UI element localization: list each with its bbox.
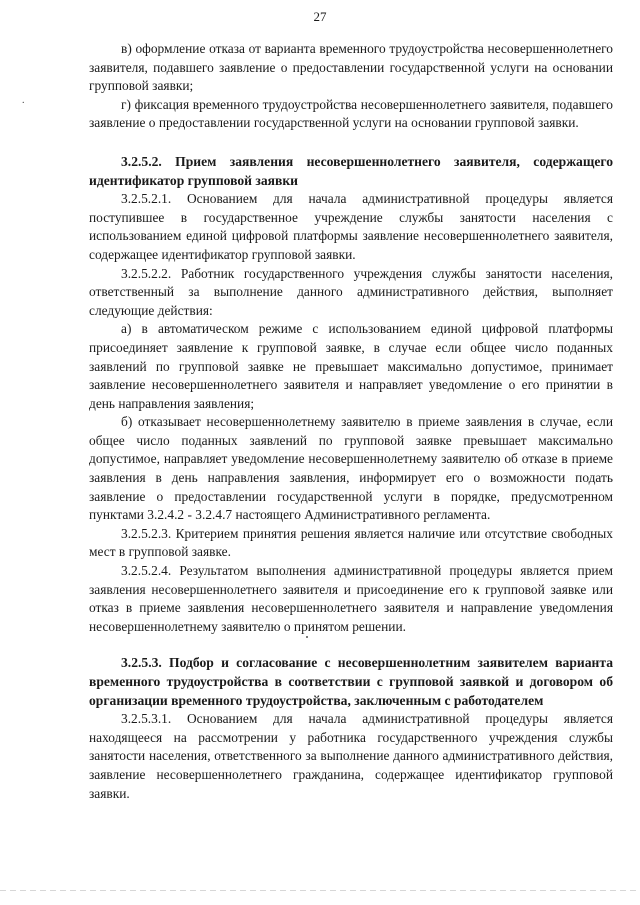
paragraph-3-2-5-2-4: 3.2.5.2.4. Результатом выполнения административной процедуры является прием заявления несовершеннолетнего заявителя и присоединение его к групповой заявке или отказ в приеме заявления несовершеннолетнего заявителя и направление уведомления несовершеннолетнему заявителю о принятом решении. (89, 563, 613, 634)
spacer (89, 133, 613, 153)
scan-edge (0, 890, 640, 891)
paragraph-3-2-5-2-3: 3.2.5.2.3. Критерием принятия решения является наличие или отсутствие свободных мест в групповой заявке. (89, 525, 613, 560)
document-body (89, 40, 613, 803)
paragraph-g: г) фиксация временного трудоустройства несовершеннолетнего заявителя, подавшего заявление о предоставлении государственной услуги на основании групповой заявки. (89, 96, 613, 131)
spacer (89, 636, 613, 654)
paragraph-3-2-5-3-1: 3.2.5.3.1. Основанием для начала административной процедуры является находящееся на рассмотрении у работника государственного учреждения службы занятости населения, ответственного за выполнение данного административного действия, заявление несовершеннолетнего гражданина, содержащее идентификатор групповой заявки. (89, 711, 613, 801)
margin-mark: . (22, 95, 25, 106)
paragraph-a: а) в автоматическом режиме с использованием единой цифровой платформы присоединяет заявление к групповой заявке, в случае если общее число поданных заявлений по групповой заявке не превышает максимально допустимое, принимает заявление несовершеннолетнего заявителя и направляет уведомление о его принятии в день направления заявления; (89, 321, 613, 411)
paragraph-3-2-5-2-2: 3.2.5.2.2. Работник государственного учреждения службы занятости населения, ответственный за выполнение данного административного действия, выполняет следующие действия: (89, 265, 613, 318)
paragraph-v: в) оформление отказа от варианта временного трудоустройства несовершеннолетнего заявителя, подавшего заявление о предоставлении государственной услуги на основании групповой заявки; (89, 41, 613, 94)
section-heading-3-2-5-3: 3.2.5.3. Подбор и согласование с несовершеннолетним заявителем варианта временного трудоустройства в соответствии с групповой заявкой и договором об организации временного трудоустройства, заключенным с работодателем (89, 655, 613, 708)
paragraph-b: б) отказывает несовершеннолетнему заявителю в приеме заявления в случае, если общее число поданных заявлений по групповой заявке превышает максимально допустимое, направляет уведомление несовершеннолетнему заявителю об отказе в приеме заявления в день направления заявления, информирует его о возможности подать заявление о предоставлении государственной услуги в порядке, предусмотренном пунктами 3.2.4.2 - 3.2.4.7 настоящего Административного регламента. (89, 414, 613, 523)
section-heading-3-2-5-2: 3.2.5.2. Прием заявления несовершеннолетнего заявителя, содержащего идентификатор групповой заявки (89, 153, 613, 188)
paragraph-3-2-5-2-1: 3.2.5.2.1. Основанием для начала административной процедуры является поступившее в государственное учреждение службы занятости населения с использованием единой цифровой платформы заявление несовершеннолетнего заявителя, содержащее идентификатор групповой заявки. (89, 191, 613, 262)
scan-speck (306, 636, 308, 638)
page-number: 27 (313, 9, 327, 24)
